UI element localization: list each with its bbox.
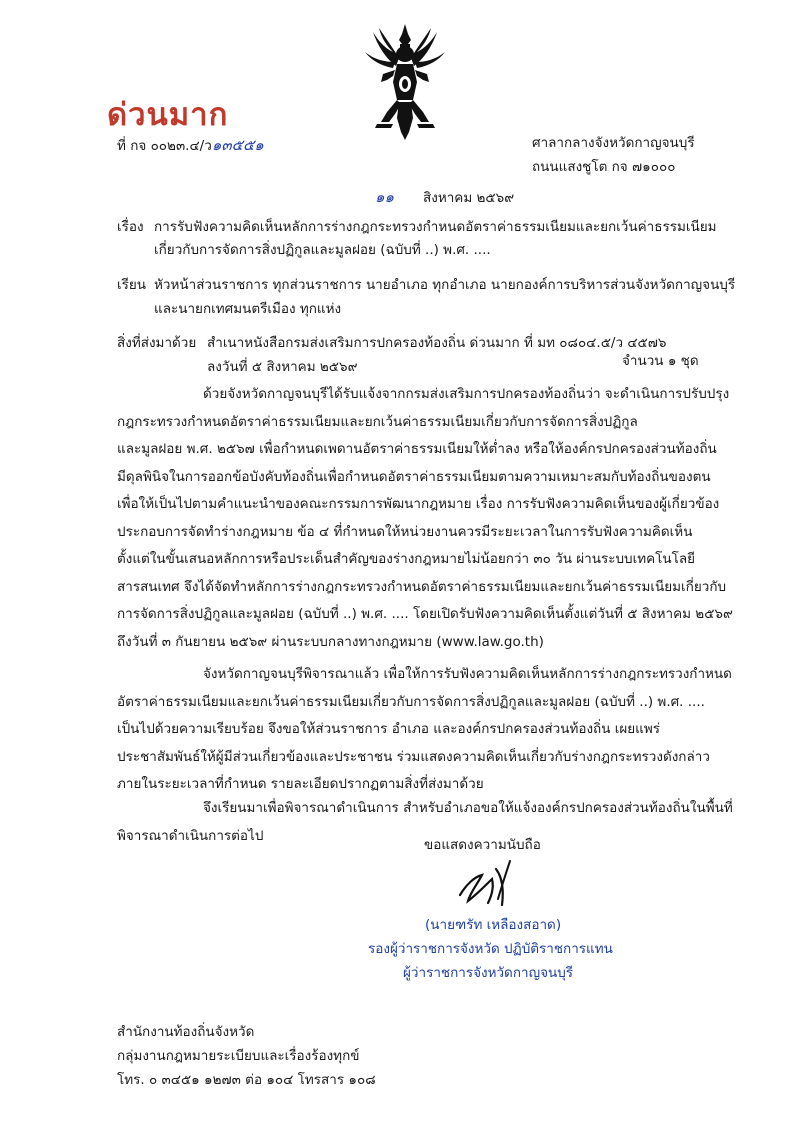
paragraph-line: ประชาสัมพันธ์ให้ผู้มีส่วนเกี่ยวข้องและประชาชน ร่วมแสดงความคิดเห็นเกี่ยวกับร่างกฎกระทรวงดังกล่าว <box>117 748 710 765</box>
paragraph-line: การจัดการสิ่งปฏิกูลและมูลฝอย (ฉบับที่ ..) พ.ศ. .... โดยเปิดรับฟังความคิดเห็นตั้งแต่วันที่ ๕ สิงหาคม ๒๕๖๙ <box>117 606 733 622</box>
paragraph-line: ตั้งแต่ในขั้นเสนอหลักการหรือประเด็นสำคัญของร่างกฎหมายไม่น้อยกว่า ๓๐ วัน ผ่านระบบเทคโนโลยี <box>117 551 696 567</box>
recipient-line-2: และนายกเทศมนตรีเมือง ทุกแห่ง <box>154 301 342 317</box>
enclosure-quantity: จำนวน ๑ ชุด <box>622 353 699 369</box>
footer-department: สำนักงานท้องถิ่นจังหวัด <box>117 1024 255 1040</box>
paragraph-line: ด้วยจังหวัดกาญจนบุรีได้รับแจ้งจากกรมส่งเสริมการปกครองท้องถิ่นว่า จะดำเนินการปรับปรุง <box>203 386 730 402</box>
enclosure-line-2: ลงวันที่ ๕ สิงหาคม ๒๕๖๙ <box>207 359 358 375</box>
body-paragraph-2 <box>117 661 732 799</box>
body-paragraph-1 <box>117 381 733 656</box>
paragraph-line: ถึงวันที่ ๓ กันยายน ๒๕๖๙ ผ่านระบบกลางทางกฎหมาย (www.law.go.th) <box>117 633 544 650</box>
paragraph-line: อัตราค่าธรรมเนียมและยกเว้นค่าธรรมเนียมเกี่ยวกับการจัดการสิ่งปฏิกูลและมูลฝอย (ฉบับที่ ..) พ.ศ. .... <box>117 693 705 710</box>
reference-number <box>117 136 264 155</box>
paragraph-line: กฎกระทรวงกำหนดอัตราค่าธรรมเนียมและยกเว้นค่าธรรมเนียมเกี่ยวกับการจัดการสิ่งปฏิกูล <box>117 413 638 430</box>
recipient-label: เรียน <box>117 277 147 293</box>
enclosure-line-1: สำเนาหนังสือกรมส่งเสริมการปกครองท้องถิ่น ด่วนมาก ที่ มท ๐๘๐๔.๕/ว ๔๕๗๖ <box>207 335 667 351</box>
signer-title-line-2: ผู้ว่าราชการจังหวัดกาญจนบุรี <box>403 965 574 981</box>
date-month-year: สิงหาคม ๒๕๖๙ <box>423 190 515 206</box>
paragraph-line: เพื่อให้เป็นไปตามคำแนะนำของคณะกรรมการพัฒนากฎหมาย เรื่อง การรับฟังความคิดเห็นของผู้เกี่ยวข้อง <box>117 496 720 512</box>
reference-prefix: ที่ กจ ๐๐๒๓.๔/ว <box>117 138 212 154</box>
paragraph-line: เป็นไปด้วยความเรียบร้อย จึงขอให้ส่วนราชการ อำเภอ และองค์กรปกครองส่วนท้องถิ่น เผยแพร่ <box>117 721 661 737</box>
date-day-handwritten: ๑๑ <box>375 188 395 206</box>
office-address: ถนนแสงชูโต กจ ๗๑๐๐๐ <box>532 159 676 175</box>
subject-label: เรื่อง <box>117 219 144 235</box>
paragraph-line: ประกอบการจัดทำร่างกฎหมาย ข้อ ๔ ที่กำหนดให้หน่วยงานควรมีระยะเวลาในการรับฟังความคิดเห็น <box>117 523 693 540</box>
paragraph-line: จึงเรียนมาเพื่อพิจารณาดำเนินการ สำหรับอำเภอขอให้แจ้งองค์กรปกครองส่วนท้องถิ่นในพื้นที่ <box>203 800 733 816</box>
paragraph-line: สารสนเทศ จึงได้จัดทำหลักการร่างกฎกระทรวงกำหนดอัตราค่าธรรมเนียมและยกเว้นค่าธรรมเนียมเกี่ยวกับ <box>117 578 727 595</box>
closing-salutation: ขอแสดงความนับถือ <box>424 837 541 853</box>
urgency-stamp: ด่วนมาก <box>107 97 229 133</box>
enclosure-label: สิ่งที่ส่งมาด้วย <box>117 335 197 351</box>
paragraph-line: และมูลฝอย พ.ศ. ๒๕๖๗ เพื่อกำหนดเพดานอัตราค่าธรรมเนียมให้ต่ำลง หรือให้องค์กรปกครองส่วนท้องถิ่น <box>117 441 717 457</box>
paragraph-line: จังหวัดกาญจนบุรีพิจารณาแล้ว เพื่อให้การรับฟังความคิดเห็นหลักการร่างกฎกระทรวงกำหนด <box>203 666 732 682</box>
paragraph-line: ภายในระยะเวลาที่กำหนด รายละเอียดปรากฏตามสิ่งที่ส่งมาด้วย <box>117 776 484 792</box>
letter-date <box>375 188 514 207</box>
footer-contact: โทร. ๐ ๓๔๕๑ ๑๒๗๓ ต่อ ๑๐๔ โทรสาร ๑๐๘ <box>117 1072 376 1088</box>
office-name: ศาลากลางจังหวัดกาญจนบุรี <box>532 135 695 151</box>
subject-line-1: การรับฟังความคิดเห็นหลักการร่างกฎกระทรวงกำหนดอัตราค่าธรรมเนียมและยกเว้นค่าธรรมเนียม <box>154 219 717 235</box>
paragraph-line: พิจารณาดำเนินการต่อไป <box>117 827 264 844</box>
recipient-line-1: หัวหน้าส่วนราชการ ทุกส่วนราชการ นายอำเภอ ทุกอำเภอ นายกองค์การบริหารส่วนจังหวัดกาญจนบุรี <box>154 277 736 293</box>
handwritten-signature <box>452 855 542 915</box>
paragraph-line: มีดุลพินิจในการออกข้อบังคับท้องถิ่นเพื่อกำหนดอัตราค่าธรรมเนียมตามความเหมาะสมกับท้องถิ่นของตน <box>117 468 711 485</box>
footer-division: กลุ่มงานกฎหมายระเบียบและเรื่องร้องทุกข์ <box>117 1048 360 1064</box>
subject-line-2: เกี่ยวกับการจัดการสิ่งปฏิกูลและมูลฝอย (ฉบับที่ ..) พ.ศ. .... <box>154 242 491 258</box>
reference-handwritten-number: ๑๓๕๕๑ <box>211 136 264 154</box>
signer-name: (นายฑรัท เหลืองสอาด) <box>425 917 562 933</box>
garuda-emblem-icon <box>363 22 447 144</box>
signer-title-line-1: รองผู้ว่าราชการจังหวัด ปฏิบัติราชการแทน <box>368 941 613 957</box>
